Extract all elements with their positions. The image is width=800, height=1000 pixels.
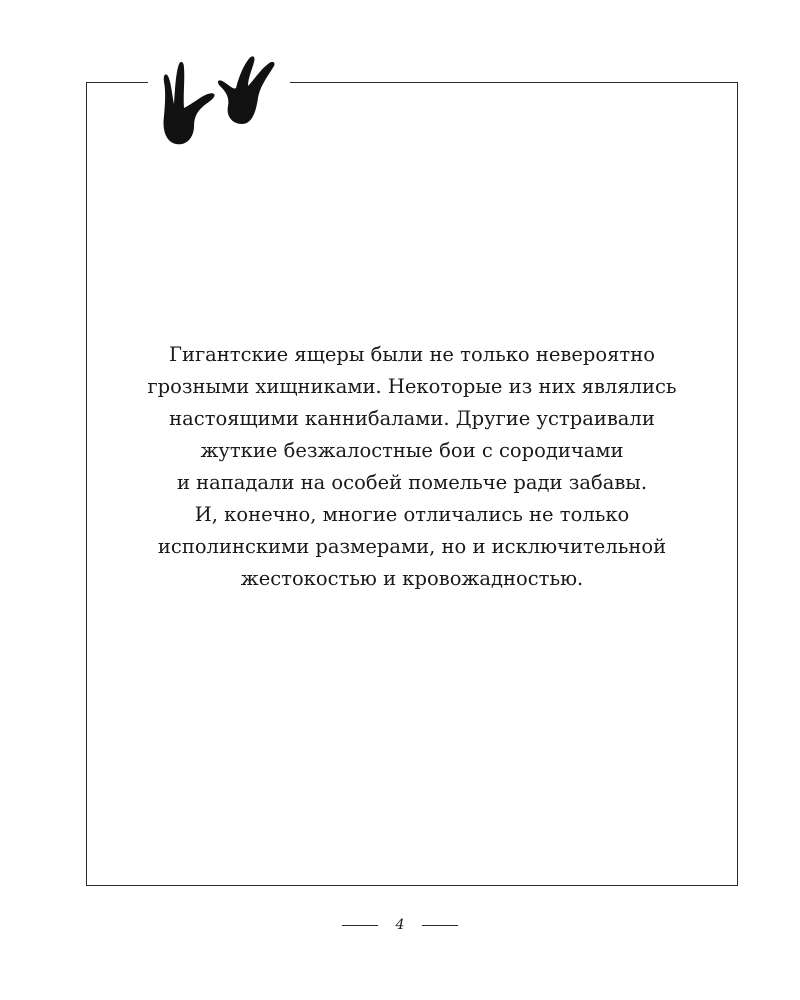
footer-rule-left xyxy=(342,925,378,926)
body-line: И, конечно, многие отличались не только xyxy=(194,503,630,526)
body-line: и нападали на особей помельче ради забавы. xyxy=(176,471,648,494)
page-footer xyxy=(0,912,800,938)
body-line: исполинскими размерами, но и исключительной xyxy=(157,535,667,558)
body-line: грозными хищниками. Некоторые из них являлись xyxy=(147,375,677,398)
body-line: Гигантские ящеры были не только невероятно xyxy=(169,343,655,366)
footer-rule-right xyxy=(422,925,458,926)
body-paragraph xyxy=(110,339,714,595)
body-line: жестокостью и кровожадностью. xyxy=(240,567,584,590)
body-line: настоящими каннибалами. Другие устраивали xyxy=(169,407,655,430)
page-number: 4 xyxy=(395,917,405,933)
dinosaur-footprints-icon xyxy=(150,46,290,146)
body-line: жуткие безжалостные бои с сородичами xyxy=(200,439,624,462)
